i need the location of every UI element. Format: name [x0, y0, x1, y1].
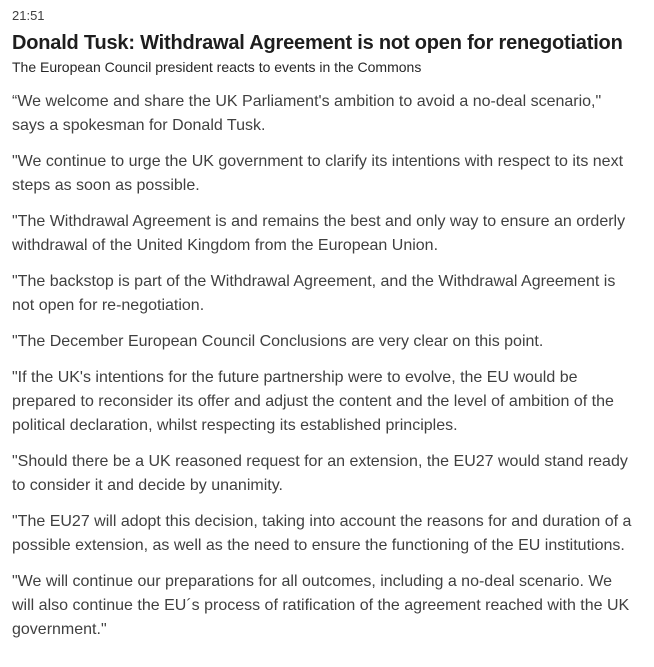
post-paragraph: "The backstop is part of the Withdrawal Agreement, and the Withdrawal Agreement is not open for re-negotiation. — [12, 273, 616, 314]
post-subheadline: The European Council president reacts to events in the Commons — [12, 59, 422, 75]
post-body — [12, 90, 638, 642]
post-paragraph: "We will continue our preparations for all outcomes, including a no-deal scenario. We will also continue the EU´s process of ratification of the agreement reached with the UK government." — [12, 573, 630, 638]
post-paragraph: “We welcome and share the UK Parliament's ambition to avoid a no-deal scenario," says a spokesman for Donald Tusk. — [12, 93, 602, 134]
post-timestamp: 21:51 — [12, 8, 45, 23]
post-paragraph: "The December European Council Conclusions are very clear on this point. — [12, 333, 544, 350]
post-paragraph: "The EU27 will adopt this decision, taking into account the reasons for and duration of a possible extension, as well as the need to ensure the functioning of the EU institutions. — [12, 513, 632, 554]
post-paragraph: "Should there be a UK reasoned request for an extension, the EU27 would stand ready to consider it and decide by unanimity. — [12, 453, 628, 494]
post-paragraph: "We continue to urge the UK government to clarify its intentions with respect to its next steps as soon as possible. — [12, 153, 624, 194]
post-paragraph: "If the UK's intentions for the future partnership were to evolve, the EU would be prepared to reconsider its offer and adjust the content and the level of ambition of the political declaration, whilst respecting its established principles. — [12, 369, 614, 434]
post-headline: Donald Tusk: Withdrawal Agreement is not open for renegotiation — [12, 32, 623, 54]
post-paragraph: "The Withdrawal Agreement is and remains the best and only way to ensure an orderly withdrawal of the United Kingdom from the European Union. — [12, 213, 626, 254]
